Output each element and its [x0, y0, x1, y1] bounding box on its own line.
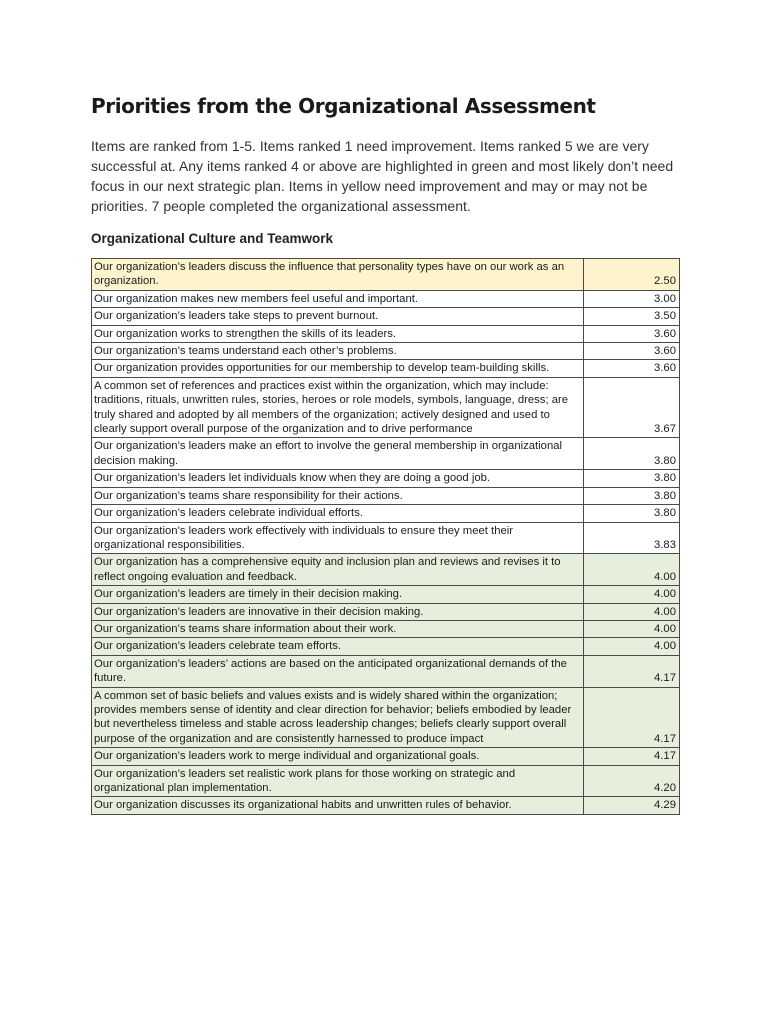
item-text: Our organization’s leaders work to merge individual and organizational goals. — [92, 748, 584, 765]
table-row — [92, 290, 680, 307]
item-text: Our organization works to strengthen the skills of its leaders. — [92, 325, 584, 342]
item-score: 3.60 — [584, 360, 680, 377]
item-score: 3.80 — [584, 505, 680, 522]
item-text: Our organization makes new members feel useful and important. — [92, 290, 584, 307]
table-row — [92, 470, 680, 487]
item-score: 3.67 — [584, 377, 680, 438]
table-row — [92, 505, 680, 522]
item-text: Our organization’s leaders work effectively with individuals to ensure they meet their organizational responsibilities. — [92, 522, 584, 554]
item-text: Our organization’s leaders make an effort to involve the general membership in organizational decision making. — [92, 438, 584, 470]
item-score: 4.00 — [584, 638, 680, 655]
item-score: 4.20 — [584, 765, 680, 797]
item-score: 4.00 — [584, 554, 680, 586]
item-text: Our organization’s teams share responsibility for their actions. — [92, 487, 584, 504]
item-score: 4.00 — [584, 620, 680, 637]
item-text: Our organization’s teams understand each other’s problems. — [92, 343, 584, 360]
table-row — [92, 438, 680, 470]
item-text: Our organization has a comprehensive equity and inclusion plan and reviews and revises it to reflect ongoing evaluation and feedback. — [92, 554, 584, 586]
item-score: 3.80 — [584, 487, 680, 504]
item-text: Our organization’s leaders set realistic work plans for those working on strategic and organizational plan implementation. — [92, 765, 584, 797]
table-row — [92, 603, 680, 620]
table-row — [92, 765, 680, 797]
item-score: 4.00 — [584, 586, 680, 603]
assessment-table — [91, 258, 680, 815]
item-score: 4.17 — [584, 687, 680, 748]
table-row — [92, 377, 680, 438]
item-text: Our organization’s leaders let individuals know when they are doing a good job. — [92, 470, 584, 487]
table-row — [92, 554, 680, 586]
section-heading: Organizational Culture and Teamwork — [91, 231, 334, 246]
item-text: Our organization provides opportunities for our membership to develop team-building skills. — [92, 360, 584, 377]
item-score: 4.00 — [584, 603, 680, 620]
item-score: 3.83 — [584, 522, 680, 554]
item-text: Our organization’s leaders celebrate team efforts. — [92, 638, 584, 655]
table-row — [92, 487, 680, 504]
table-row — [92, 638, 680, 655]
item-text: Our organization’s leaders discuss the influence that personality types have on our work as an organization. — [92, 259, 584, 291]
item-text: Our organization’s leaders are timely in their decision making. — [92, 586, 584, 603]
table-row — [92, 586, 680, 603]
item-score: 3.60 — [584, 325, 680, 342]
intro-paragraph: Items are ranked from 1-5. Items ranked 1 need improvement. Items ranked 5 we are very successful at. Any items ranked 4 or above are highlighted in green and most likely don’t need focus in our next strategic plan. Items in yellow need improvement and may or may not be priorities. 7 people completed the organizational assessment. — [91, 138, 674, 214]
item-text: Our organization’s teams share information about their work. — [92, 620, 584, 637]
table-row — [92, 259, 680, 291]
item-score: 2.50 — [584, 259, 680, 291]
item-text: Our organization discusses its organizational habits and unwritten rules of behavior. — [92, 797, 584, 814]
item-score: 3.80 — [584, 438, 680, 470]
page-title: Priorities from the Organizational Assessment — [91, 94, 596, 118]
item-text: A common set of basic beliefs and values exists and is widely shared within the organization; provides members sense of identity and clear direction for behavior; beliefs embodied by leader but nevertheless timeless and stable across leadership changes; beliefs clearly support overall purpose of the organization and are consistently harnessed to produce impact — [92, 687, 584, 748]
table-row — [92, 620, 680, 637]
item-text: Our organization’s leaders celebrate individual efforts. — [92, 505, 584, 522]
item-score: 3.50 — [584, 308, 680, 325]
item-text: A common set of references and practices exist within the organization, which may include: traditions, rituals, unwritten rules, stories, heroes or role models, symbols, language, dress; are truly shared and adopted by all members of the organization; actively designed and used to clearly support overall purpose of the organization and to drive performance — [92, 377, 584, 438]
item-text: Our organization’s leaders’ actions are based on the anticipated organizational demands of the future. — [92, 655, 584, 687]
document-page — [91, 90, 681, 815]
table-row — [92, 797, 680, 814]
table-row — [92, 687, 680, 748]
item-score: 4.29 — [584, 797, 680, 814]
table-row — [92, 308, 680, 325]
item-score: 3.00 — [584, 290, 680, 307]
item-text: Our organization’s leaders are innovative in their decision making. — [92, 603, 584, 620]
item-score: 4.17 — [584, 748, 680, 765]
table-row — [92, 522, 680, 554]
item-text: Our organization’s leaders take steps to prevent burnout. — [92, 308, 584, 325]
table-row — [92, 325, 680, 342]
item-score: 4.17 — [584, 655, 680, 687]
table-row — [92, 360, 680, 377]
table-row — [92, 343, 680, 360]
table-row — [92, 748, 680, 765]
item-score: 3.60 — [584, 343, 680, 360]
table-row — [92, 655, 680, 687]
item-score: 3.80 — [584, 470, 680, 487]
